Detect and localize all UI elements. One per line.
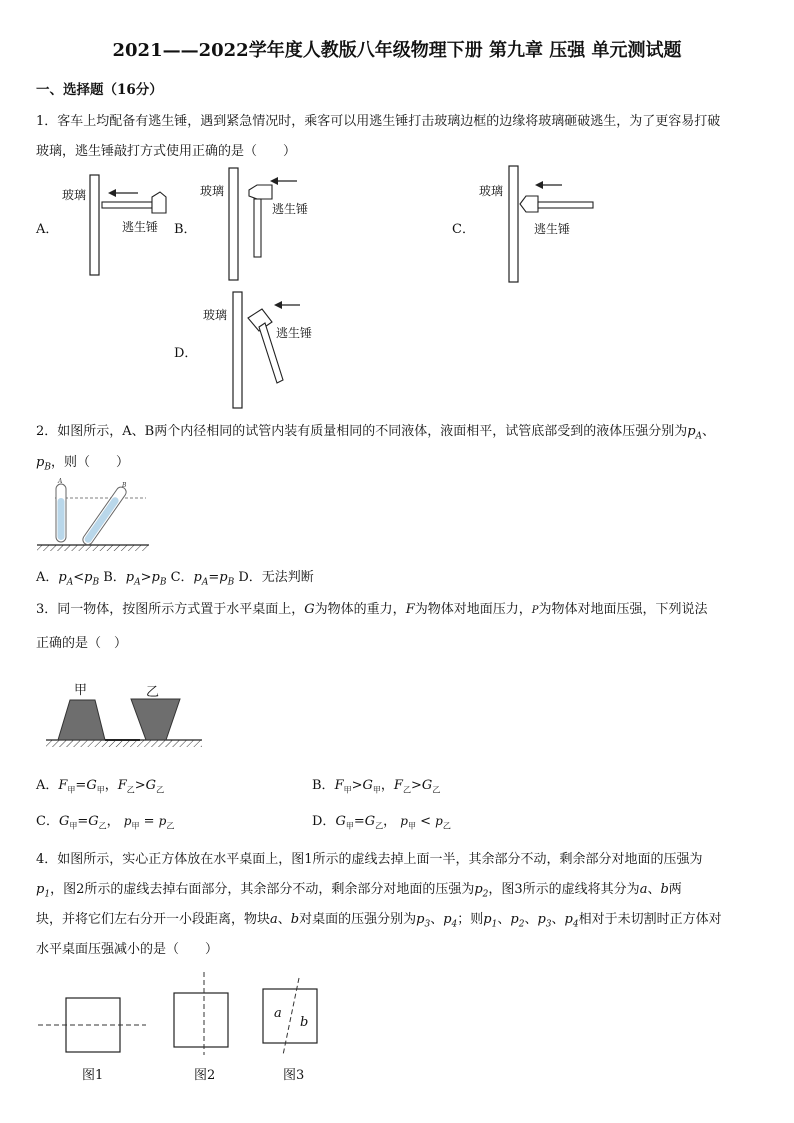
q3-line1-d: 为物体对地面压强，下列说法 — [538, 602, 708, 617]
q2-a-s2: B — [92, 577, 100, 588]
q3-g: G — [304, 602, 315, 617]
q1-option-d-label[interactable]: D． — [174, 346, 198, 361]
q2-option-a[interactable]: A． — [36, 570, 59, 585]
q2-a-op: < — [73, 570, 85, 585]
q2-b-p1: p — [125, 570, 135, 585]
q1-c-hammer-label: 逃生锤 — [534, 222, 571, 236]
q1-c-glass-label: 玻璃 — [479, 184, 504, 198]
q1-b-glass-label: 玻璃 — [200, 184, 225, 198]
q3-p: P — [531, 605, 539, 616]
q4-fig3-label: 图3 — [283, 1068, 305, 1083]
q4-fig3-a: a — [274, 1006, 282, 1021]
q1-b-hammer-label: 逃生锤 — [272, 202, 309, 216]
q4-l3a: 块，并将它们左右分开一小段距离，物块 — [36, 912, 271, 927]
q4-line4: 水平桌面压强减小的是（ ） — [36, 942, 219, 957]
q2-a-p2: p — [84, 570, 93, 585]
q4-fig1-label: 图1 — [82, 1068, 104, 1083]
q2-b-s1: A — [134, 577, 141, 588]
q2-line1-text: 2．如图所示，A、B两个内径相同的试管内装有质量相同的不同液体，液面相平，试管底部受到的液体压强分别为 — [36, 424, 688, 439]
q4-l3f: 、 — [497, 912, 511, 927]
q4-sub1: 1 — [44, 889, 51, 900]
q4-p4b: p — [564, 912, 573, 927]
q2-c-p1: p — [193, 570, 202, 585]
q3-a-sep: ， — [104, 778, 118, 793]
q2-p-symbol-2: p — [36, 455, 45, 470]
q4-l3d: 、 — [430, 912, 444, 927]
q4-p4a: p — [443, 912, 452, 927]
q3-d-s2: 乙 — [375, 821, 384, 831]
q3-b-s2: 甲 — [372, 785, 381, 795]
q3-line1-c: 为物体对地面压力， — [414, 602, 532, 617]
q4-l2d: 两 — [668, 882, 682, 897]
q2-c-op: = — [208, 570, 220, 585]
q3-a-s1: 甲 — [67, 785, 76, 795]
q3-d-s4: 乙 — [442, 821, 451, 831]
q1-d-glass-label: 玻璃 — [203, 308, 228, 322]
q2-option-d[interactable]: D．无法判断 — [234, 570, 314, 585]
q3-a-g2: G — [145, 778, 157, 793]
q3-option-b[interactable]: B．$F_甲>G_甲$，$F_乙>G_乙$ — [312, 778, 441, 795]
q4-sub2b: 2 — [518, 919, 525, 930]
q4-l3i: 相对于未切割时正方体对 — [578, 912, 722, 927]
q3-d-s3: 甲 — [407, 821, 416, 831]
q1-option-c-label[interactable]: C． — [452, 222, 475, 237]
q4-b1: b — [660, 882, 669, 897]
q2-sep: 、 — [702, 424, 716, 439]
q4-sub4a: 4 — [451, 919, 458, 930]
q1-a-hammer-label: 逃生锤 — [122, 220, 159, 234]
q3-d-s1: 甲 — [345, 821, 354, 831]
q3-a-label: A． — [36, 778, 59, 793]
q3-c-s4: 乙 — [166, 821, 175, 831]
section-heading: 一、选择题（16分） — [36, 82, 163, 98]
q4-sub4b: 4 — [572, 919, 579, 930]
q3-a-s4: 乙 — [156, 785, 165, 795]
q2-tube-b-label: B — [122, 482, 127, 489]
q3-b-label: B． — [312, 778, 335, 793]
q3-jia-label: 甲 — [74, 683, 88, 698]
q1-d-hammer-label: 逃生锤 — [276, 326, 313, 340]
q3-b-sep: ， — [380, 778, 394, 793]
q4-l3g: 、 — [524, 912, 538, 927]
q3-b-f2: F — [393, 778, 403, 793]
q4-l3b: 、 — [277, 912, 291, 927]
q3-c-label: C． — [36, 814, 59, 829]
q2-b-op: > — [140, 570, 152, 585]
q3-b-s3: 乙 — [402, 785, 411, 795]
q3-a-g1: G — [86, 778, 97, 793]
q1-a-glass-label: 玻璃 — [62, 188, 87, 202]
q3-d-sep: ， — [383, 814, 397, 829]
q1-option-a-label[interactable]: A． — [36, 222, 59, 237]
q3-c-s2: 乙 — [98, 821, 107, 831]
q4-p3b: p — [537, 912, 546, 927]
q3-option-c[interactable]: C．$G_甲=G_乙$， $p_甲 = p_乙$ — [36, 814, 175, 831]
q3-a-f1: F — [58, 778, 68, 793]
q2-b-p2: p — [151, 570, 160, 585]
q3-c-sep: ， — [106, 814, 120, 829]
q3-c-g1: G — [58, 814, 70, 829]
q4-l2c: 、 — [647, 882, 661, 897]
q4-l3h: 、 — [551, 912, 565, 927]
q4-sub3a: 3 — [424, 919, 431, 930]
q2-option-b[interactable]: B． — [99, 570, 126, 585]
q3-b-s1: 甲 — [343, 785, 352, 795]
q1-line2: 玻璃，逃生锤敲打方式使用正确的是（ ） — [36, 144, 297, 159]
q3-line2: 正确的是（ ） — [36, 636, 128, 651]
q2-line2-tail: ，则（ ） — [50, 455, 129, 470]
q4-a1: a — [639, 882, 648, 897]
q4-b2: b — [290, 912, 300, 927]
q2-c-s1: A — [201, 577, 209, 588]
q4-p2b: p — [510, 912, 519, 927]
q3-f: F — [405, 602, 415, 617]
q2-a-p1: p — [58, 570, 67, 585]
q3-option-a[interactable]: A．$F_甲=G_甲$，$F_乙>G_乙$ — [36, 778, 165, 795]
page-title: 2021——2022学年度人教版八年级物理下册 第九章 压强 单元测试题 — [112, 40, 682, 61]
q2-tube-a-label: A — [58, 478, 63, 485]
q2-a-s1: A — [66, 577, 74, 588]
q3-b-g2: G — [421, 778, 433, 793]
q2-p-symbol: p — [687, 424, 696, 439]
q4-p3a: p — [416, 912, 425, 927]
q2-sub-b: B — [44, 462, 51, 473]
q4-line1: 4．如图所示，实心正方体放在水平桌面上，图1所示的虚线去掉上面一半，其余部分不动，剩余部分对地面的压强为 — [36, 852, 703, 867]
q4-l2a: ，图2所示的虚线去掉右面部分，其余部分不动，剩余部分对地面的压强为 — [50, 882, 475, 897]
q4-p1b: p — [483, 912, 492, 927]
q4-p1: p — [36, 882, 45, 897]
q4-fig2-label: 图2 — [194, 1068, 216, 1083]
q3-line1-b: 为物体的重力， — [314, 602, 406, 617]
q2-c-p2: p — [219, 570, 228, 585]
q4-sub3b: 3 — [545, 919, 552, 930]
q4-fig2-cube — [174, 993, 228, 1047]
q3-b-g1: G — [362, 778, 373, 793]
q3-c-s1: 甲 — [69, 821, 78, 831]
q4-l3c: 对桌面的压强分别为 — [299, 912, 417, 927]
q4-l2b: ，图3所示的虚线将其分为 — [488, 882, 640, 897]
q3-a-f2: F — [117, 778, 127, 793]
q1-option-b-label[interactable]: B． — [174, 222, 197, 237]
q4-fig3-cube — [263, 989, 317, 1043]
q2-c-s2: B — [227, 577, 235, 588]
q3-d-label: D． — [312, 814, 336, 829]
q4-l3e: ；则 — [457, 912, 484, 927]
q3-yi-label: 乙 — [146, 685, 160, 700]
q4-p2: p — [474, 882, 483, 897]
q3-option-d[interactable]: D．$G_甲=G_乙$， $p_甲 < p_乙$ — [312, 814, 451, 831]
q1-line1: 1．客车上均配备有逃生锤，遇到紧急情况时，乘客可以用逃生锤打击玻璃边框的边缘将玻璃砸破逃生，为了更容易打破 — [36, 114, 721, 129]
q3-c-s3: 甲 — [131, 821, 140, 831]
q4-fig3-b: b — [300, 1015, 309, 1030]
q3-a-s3: 乙 — [126, 785, 135, 795]
q3-c-g2: G — [88, 814, 99, 829]
q3-d-g2: G — [364, 814, 376, 829]
q2-b-s2: B — [159, 577, 167, 588]
q4-sub2: 2 — [482, 889, 489, 900]
q3-line1-a: 3．同一物体，按图所示方式置于水平桌面上， — [36, 602, 305, 617]
q3-b-f1: F — [334, 778, 344, 793]
q2-sub-a: A — [695, 431, 703, 442]
q2-option-c[interactable]: C． — [166, 570, 194, 585]
q3-d-g1: G — [335, 814, 346, 829]
q3-b-s4: 乙 — [432, 785, 441, 795]
q4-sub1b: 1 — [491, 919, 498, 930]
q4-a2: a — [270, 912, 278, 927]
q3-a-s2: 甲 — [96, 785, 105, 795]
